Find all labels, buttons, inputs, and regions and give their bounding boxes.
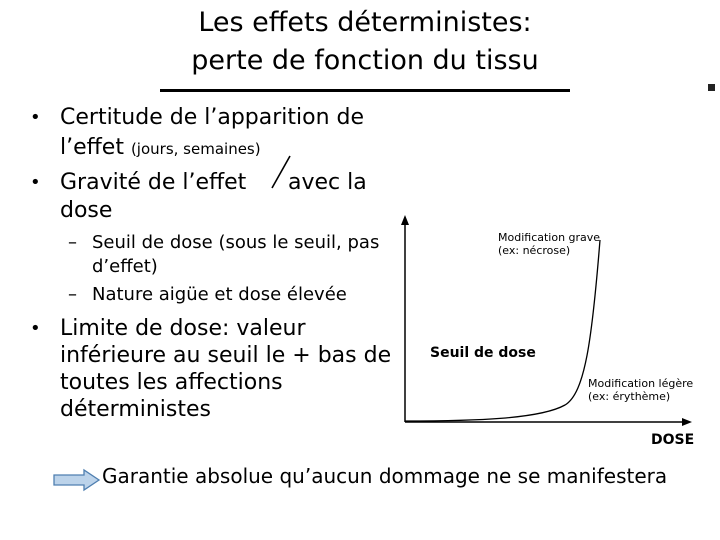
bullet-dot: • <box>30 172 41 193</box>
annotation-legere-line2: (ex: érythème) <box>588 390 671 403</box>
bullet-dot: • <box>30 318 41 339</box>
sub-bullet-seuil-line1: Seuil de dose (sous le seuil, pas <box>92 232 380 253</box>
dash-marker: – <box>68 284 77 305</box>
bullet-limite-line4: déterministes <box>60 397 212 422</box>
dash-marker: – <box>68 232 77 253</box>
bullet-gravite-line1-pre: Gravité de l’effet <box>60 170 247 195</box>
bullet-certitude-line1: Certitude de l’apparition de <box>60 105 365 130</box>
bullet-limite-line2: inférieure au seuil le + bas de <box>60 343 392 368</box>
annotation-grave <box>498 231 600 257</box>
annotation-legere <box>588 377 693 403</box>
bullet-certitude-line2: l’effet <box>60 135 131 160</box>
corner-marker <box>708 84 715 91</box>
increase-arrow-icon <box>270 154 294 190</box>
sub-bullet-nature-text: Nature aigüe et dose élevée <box>92 284 347 305</box>
bullet-gravite-line2: dose <box>60 198 113 223</box>
bullet-certitude-delay: (jours, semaines) <box>130 140 261 158</box>
bullet-gravite-line1-post: avec la <box>288 170 367 195</box>
x-axis-label: DOSE <box>651 432 695 448</box>
footer-conclusion: Garantie absolue qu’aucun dommage ne se manifestera <box>102 464 668 488</box>
bullet-dot: • <box>30 107 41 128</box>
title-line-1: Les effets déterministes: <box>198 7 532 38</box>
seuil-de-dose-label: Seuil de dose <box>430 345 536 361</box>
dose-effect-curve <box>405 240 600 421</box>
x-axis-arrowhead <box>682 418 692 426</box>
y-axis-arrowhead <box>401 215 409 225</box>
annotation-grave-line1: Modification grave <box>498 231 601 244</box>
bullet-limite-line3: toutes les affections <box>60 370 283 395</box>
right-arrow-icon <box>52 468 102 492</box>
annotation-grave-line2: (ex: nécrose) <box>498 244 571 257</box>
bullet-limite-line1: Limite de dose: valeur <box>60 316 306 341</box>
slide-title <box>160 4 570 92</box>
annotation-legere-line1: Modification légère <box>588 377 694 390</box>
sub-bullet-seuil-line2: d’effet) <box>92 256 158 277</box>
title-line-2: perte de fonction du tissu <box>191 45 539 76</box>
